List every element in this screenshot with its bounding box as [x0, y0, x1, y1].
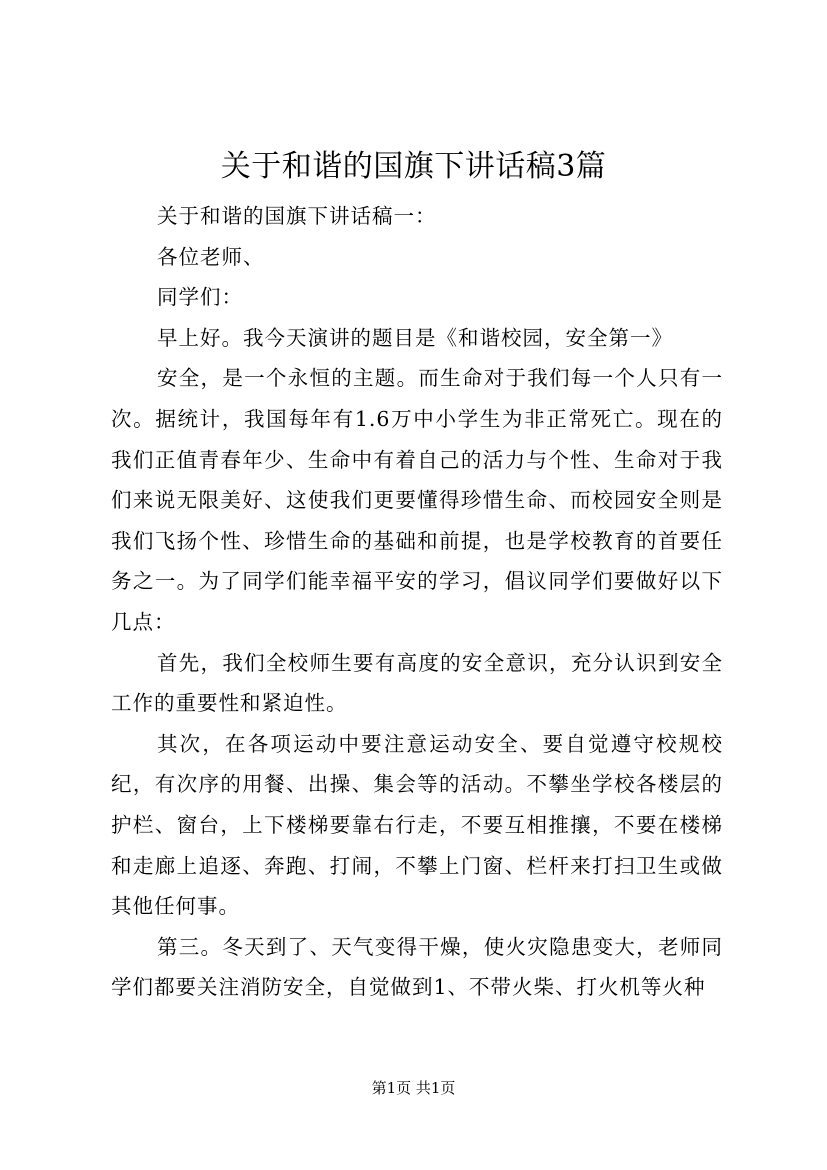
page-footer: 第1页 共1页: [371, 1079, 456, 1097]
paragraph-heading: 关于和谐的国旗下讲话稿一：: [157, 204, 437, 228]
paragraph-third-point: 第三。冬天到了、天气变得干燥，使火灾隐患变大，老师同学们都要关注消防安全，自觉做到1、不带火柴、打火机等火种: [111, 934, 723, 1000]
paragraph-second-point: 其次，在各项运动中要注意运动安全、要自觉遵守校规校纪，有次序的用餐、出操、集会等的活动。不攀坐学校各楼层的护栏、窗台，上下楼梯要靠右行走，不要互相推攘，不要在楼梯和走廊上追逐、奔跑、打闹，不攀上门窗、栏杆来打扫卫生或做其他任何事。: [111, 731, 723, 919]
document-body: [111, 196, 723, 1008]
paragraph-salutation-teachers: 各位老师、: [157, 244, 265, 269]
paragraph-safety-intro: 安全，是一个永恒的主题。而生命对于我们每一个人只有一次。据统计，我国每年有1.6万中小学生为非正常死亡。现在的我们正值青春年少、生命中有着自己的活力与个性、生命对于我们来说无限美好、这使我们更要懂得珍惜生命、而校园安全则是我们飞扬个性、珍惜生命的基础和前提，也是学校教育的首要任务之一。为了同学们能幸福平安的学习，倡议同学们要做好以下几点：: [111, 366, 723, 634]
paragraph-greeting: 早上好。我今天演讲的题目是《和谐校园，安全第一》: [157, 325, 673, 350]
document-title: 关于和谐的国旗下讲话稿3篇: [220, 149, 607, 184]
paragraph-salutation-students: 同学们：: [157, 285, 243, 310]
paragraph-first-point: 首先，我们全校师生要有高度的安全意识，充分认识到安全工作的重要性和紧迫性。: [111, 650, 723, 716]
